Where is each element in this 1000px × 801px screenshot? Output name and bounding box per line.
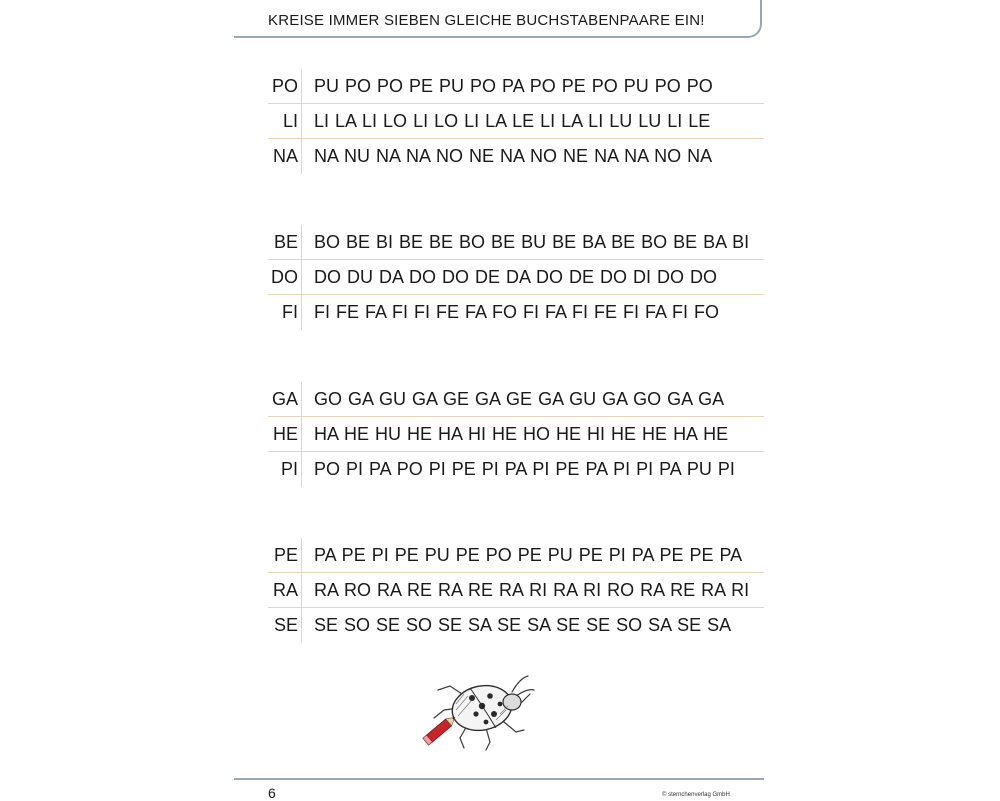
page-number: 6 — [268, 785, 276, 801]
exercise-row — [268, 260, 764, 295]
syllable-sequence: RA RO RA RE RA RE RA RI RA RI RO RA RE RA RI — [314, 580, 750, 600]
exercise-row — [268, 382, 764, 417]
target-syllable: PI — [268, 452, 302, 487]
target-syllable: NA — [268, 139, 302, 174]
exercise-row — [268, 417, 764, 452]
syllable-sequence: DO DU DA DO DO DE DA DO DE DO DI DO DO — [314, 267, 718, 287]
target-syllable: SE — [268, 608, 302, 643]
exercise-row — [268, 538, 764, 573]
copyright-notice: © sternchenverlag GmbH — [662, 792, 730, 798]
instruction-title: KREISE IMMER SIEBEN GLEICHE BUCHSTABENPAARE EIN! — [268, 12, 705, 29]
syllable-sequence: NA NU NA NA NO NE NA NO NE NA NA NO NA — [314, 146, 713, 166]
exercise-row — [268, 104, 764, 139]
syllable-sequence: PU PO PO PE PU PO PA PO PE PO PU PO PO — [314, 76, 713, 96]
exercise-group-1 — [268, 69, 764, 174]
target-syllable: RA — [268, 573, 302, 608]
target-syllable: HE — [268, 417, 302, 452]
exercise-group-4 — [268, 538, 764, 643]
exercise-row — [268, 225, 764, 260]
syllable-sequence: BO BE BI BE BE BO BE BU BE BA BE BO BE BA BI — [314, 232, 750, 252]
exercise-row — [268, 69, 764, 104]
exercise-row — [268, 295, 764, 330]
exercise-group-3 — [268, 382, 764, 487]
ladybug-with-pencil-icon — [420, 664, 540, 754]
exercise-row — [268, 608, 764, 643]
syllable-sequence: PO PI PA PO PI PE PI PA PI PE PA PI PI PA PU PI — [314, 459, 735, 479]
target-syllable: BE — [268, 225, 302, 260]
syllable-sequence: PA PE PI PE PU PE PO PE PU PE PI PA PE PE PA — [314, 545, 743, 565]
target-syllable: FI — [268, 295, 302, 330]
target-syllable: LI — [268, 104, 302, 139]
syllable-sequence: SE SO SE SO SE SA SE SA SE SE SO SA SE SA — [314, 615, 732, 635]
syllable-sequence: LI LA LI LO LI LO LI LA LE LI LA LI LU LU LI LE — [314, 111, 711, 131]
target-syllable: DO — [268, 260, 302, 295]
syllable-sequence: FI FE FA FI FI FE FA FO FI FA FI FE FI FA FI FO — [314, 302, 720, 322]
target-syllable: PE — [268, 538, 302, 573]
syllable-sequence: GO GA GU GA GE GA GE GA GU GA GO GA GA — [314, 389, 725, 409]
exercise-row — [268, 139, 764, 174]
footer-divider — [234, 778, 764, 780]
target-syllable: GA — [268, 382, 302, 417]
exercise-row — [268, 573, 764, 608]
target-syllable: PO — [268, 69, 302, 104]
syllable-sequence: HA HE HU HE HA HI HE HO HE HI HE HE HA HE — [314, 424, 729, 444]
exercise-row — [268, 452, 764, 487]
exercise-group-2 — [268, 225, 764, 330]
